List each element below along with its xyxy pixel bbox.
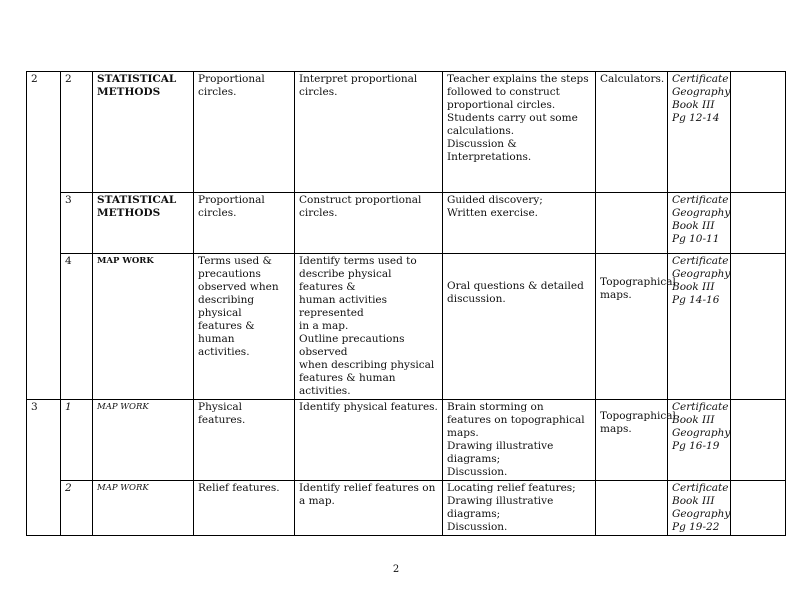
references-cell: Certificate Geography Book III Pg 10-11 [668, 193, 731, 254]
remarks-cell [731, 400, 786, 481]
objectives-cell: Identify relief features on a map. [295, 481, 443, 536]
resources-cell [596, 481, 668, 536]
activities-cell: Brain storming on features on topographical maps. Drawing illustrative diagrams; Discussion. [443, 400, 596, 481]
subtopic-cell: Proportional circles. [194, 193, 295, 254]
topic-cell: MAP WORK [93, 481, 194, 536]
subtopic-cell: Physical features. [194, 400, 295, 481]
activities-cell: Oral questions & detailed discussion. [443, 254, 596, 400]
lesson-cell: 1 [61, 400, 93, 481]
references-cell: Certificate Geography Book III Pg 14-16 [668, 254, 731, 400]
subtopic-cell: Terms used & precautions observed when describing physical features & human activities. [194, 254, 295, 400]
table-row [27, 254, 786, 400]
lesson-cell: 2 [61, 72, 93, 193]
week-cell: 3 [27, 400, 61, 536]
week-cell: 2 [27, 72, 61, 400]
lesson-cell: 3 [61, 193, 93, 254]
references-cell: Certificate Book III Geography Pg 16-19 [668, 400, 731, 481]
remarks-cell [731, 193, 786, 254]
references-cell: Certificate Book III Geography Pg 19-22 [668, 481, 731, 536]
objectives-cell: Construct proportional circles. [295, 193, 443, 254]
objectives-cell: Interpret proportional circles. [295, 72, 443, 193]
resources-cell: Topographical maps. [596, 400, 668, 481]
references-cell: Certificate Geography Book III Pg 12-14 [668, 72, 731, 193]
remarks-cell [731, 72, 786, 193]
subtopic-cell: Relief features. [194, 481, 295, 536]
topic-cell: MAP WORK [93, 400, 194, 481]
table-row [27, 481, 786, 536]
activities-cell: Teacher explains the steps followed to construct proportional circles. Students carry out some calculations. Discussion & Interpretations. [443, 72, 596, 193]
lesson-cell: 4 [61, 254, 93, 400]
activities-cell: Locating relief features; Drawing illustrative diagrams; Discussion. [443, 481, 596, 536]
remarks-cell [731, 254, 786, 400]
topic-cell: STATISTICAL METHODS [93, 193, 194, 254]
scheme-of-work-table [26, 71, 786, 536]
page-number: 2 [392, 564, 400, 575]
table-row [27, 193, 786, 254]
activities-cell: Guided discovery; Written exercise. [443, 193, 596, 254]
objectives-cell: Identify physical features. [295, 400, 443, 481]
objectives-cell: Identify terms used to describe physical features & human activities represented in a map. Outline precautions observed when describing physical features & human activities. [295, 254, 443, 400]
remarks-cell [731, 481, 786, 536]
resources-cell: Topographical maps. [596, 254, 668, 400]
resources-cell [596, 193, 668, 254]
topic-cell: MAP WORK [93, 254, 194, 400]
table-row [27, 400, 786, 481]
lesson-cell: 2 [61, 481, 93, 536]
subtopic-cell: Proportional circles. [194, 72, 295, 193]
resources-cell: Calculators. [596, 72, 668, 193]
topic-cell: STATISTICAL METHODS [93, 72, 194, 193]
table-row [27, 72, 786, 193]
